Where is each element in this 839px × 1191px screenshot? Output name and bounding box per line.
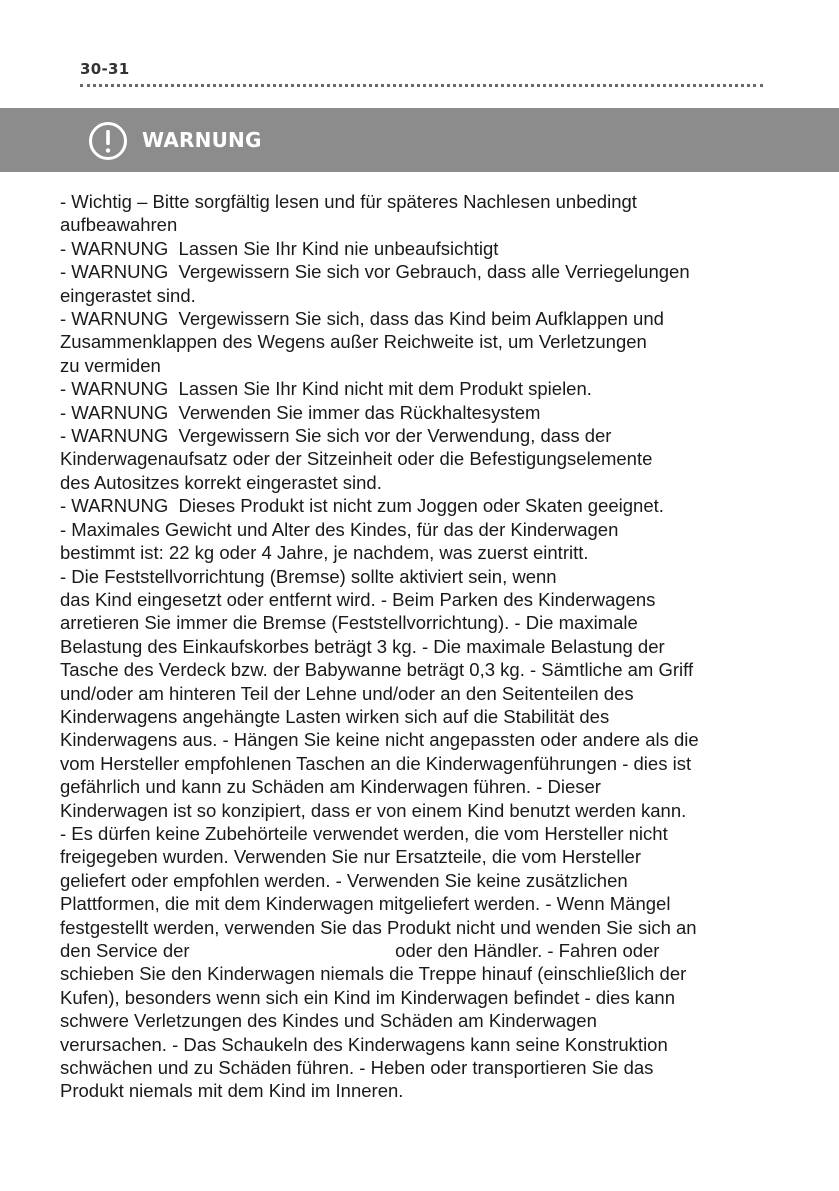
warning-text-block [60, 190, 820, 1103]
text-line: schwächen und zu Schäden führen. - Heben oder transportieren Sie das [60, 1057, 654, 1079]
text-line: - WARNUNG Vergewissern Sie sich vor der Verwendung, dass der [60, 425, 612, 447]
text-line: des Autositzes korrekt eingerastet sind. [60, 471, 382, 493]
text-line: aufbeawahren [60, 214, 178, 236]
text-line: Kinderwagenaufsatz oder der Sitzeinheit oder die Befestigungselemente [60, 448, 653, 470]
text-line: - WARNUNG Dieses Produkt ist nicht zum Joggen oder Skaten geeignet. [60, 495, 664, 517]
exclamation-circle-icon [88, 121, 128, 161]
text-line: Zusammenklappen des Wegens außer Reichweite ist, um Verletzungen [60, 331, 647, 353]
text-line: Kinderwagen ist so konzipiert, dass er von einem Kind benutzt werden kann. [60, 799, 687, 821]
text-line: - Maximales Gewicht und Alter des Kindes, für das der Kinderwagen [60, 518, 619, 540]
text-line: - WARNUNG Lassen Sie Ihr Kind nicht mit dem Produkt spielen. [60, 378, 592, 400]
text-line: arretieren Sie immer die Bremse (Feststellvorrichtung). - Die maximale [60, 612, 638, 634]
warning-title: WARNUNG [142, 128, 262, 152]
text-line: zu vermiden [60, 354, 161, 376]
text-line: verursachen. - Das Schaukeln des Kinderwagens kann seine Konstruktion [60, 1033, 668, 1055]
page-number: 30-31 [80, 60, 130, 78]
text-line: bestimmt ist: 22 kg oder 4 Jahre, je nachdem, was zuerst eintritt. [60, 542, 589, 564]
text-line: Plattformen, die mit dem Kinderwagen mitgeliefert werden. - Wenn Mängel [60, 893, 671, 915]
text-line: eingerastet sind. [60, 284, 196, 306]
text-line: - Wichtig – Bitte sorgfältig lesen und für späteres Nachlesen unbedingt [60, 191, 637, 212]
text-line: Kinderwagens aus. - Hängen Sie keine nicht angepassten oder andere als die [60, 729, 699, 751]
text-line: - WARNUNG Vergewissern Sie sich vor Gebrauch, dass alle Verriegelungen [60, 261, 690, 283]
dotted-divider [80, 84, 763, 87]
text-line: den Service der oder den Händler. - Fahren oder [60, 940, 660, 961]
text-line: - Es dürfen keine Zubehörteile verwendet werden, die vom Hersteller nicht [60, 822, 668, 844]
text-line: - WARNUNG Vergewissern Sie sich, dass das Kind beim Aufklappen und [60, 308, 664, 330]
text-line: schieben Sie den Kinderwagen niemals die Treppe hinauf (einschließlich der [60, 963, 687, 985]
text-line: Tasche des Verdeck bzw. der Babywanne beträgt 0,3 kg. - Sämtliche am Griff [60, 659, 694, 681]
text-line: Belastung des Einkaufskorbes beträgt 3 kg. - Die maximale Belastung der [60, 635, 665, 657]
text-line: - WARNUNG Lassen Sie Ihr Kind nie unbeaufsichtigt [60, 237, 499, 259]
text-line: schwere Verletzungen des Kindes und Schäden am Kinderwagen [60, 1010, 597, 1032]
text-line: - WARNUNG Verwenden Sie immer das Rückhaltesystem [60, 401, 541, 423]
text-line: freigegeben wurden. Verwenden Sie nur Ersatzteile, die vom Hersteller [60, 846, 642, 868]
text-line: Produkt niemals mit dem Kind im Inneren. [60, 1080, 404, 1102]
text-line: Kinderwagens angehängte Lasten wirken sich auf die Stabilität des [60, 705, 610, 727]
text-line: geliefert oder empfohlen werden. - Verwenden Sie keine zusätzlichen [60, 869, 628, 891]
text-line: Kufen), besonders wenn sich ein Kind im Kinderwagen befindet - dies kann [60, 986, 675, 1008]
text-line: vom Hersteller empfohlenen Taschen an die Kinderwagenführungen - dies ist [60, 752, 692, 774]
text-line: gefährlich und kann zu Schäden am Kinderwagen führen. - Dieser [60, 776, 601, 798]
text-line: - Die Feststellvorrichtung (Bremse) sollte aktiviert sein, wenn [60, 565, 557, 587]
text-line: festgestellt werden, verwenden Sie das Produkt nicht und wenden Sie sich an [60, 916, 697, 938]
text-line: und/oder am hinteren Teil der Lehne und/oder an den Seitenteilen des [60, 682, 634, 704]
text-line: das Kind eingesetzt oder entfernt wird. - Beim Parken des Kinderwagens [60, 588, 656, 610]
